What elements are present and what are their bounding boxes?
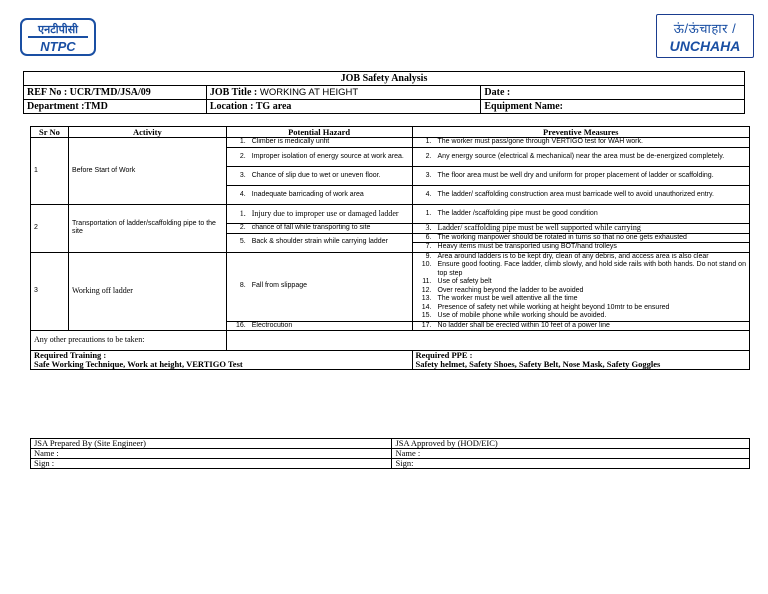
analysis-table — [30, 126, 750, 370]
required-training — [31, 351, 413, 370]
unit-label-box — [656, 14, 754, 58]
prepared-name-field: Name : — [31, 449, 392, 459]
col-sr-no: Sr No — [31, 127, 69, 138]
document-title: JOB Safety Analysis — [24, 72, 745, 86]
table-header-row — [31, 127, 750, 138]
col-potential-hazard: Potential Hazard — [226, 127, 412, 138]
hazard-item: 8. Fall from slippage — [226, 252, 412, 321]
hazard-item: 3. Chance of slip due to wet or uneven floor. — [226, 167, 412, 186]
approved-name-field: Name : — [392, 449, 750, 459]
approved-sign-field: Sign: — [392, 459, 750, 469]
required-ppe — [412, 351, 749, 370]
jsa-header-table — [23, 71, 745, 114]
row-activity: Working off ladder — [68, 252, 226, 331]
hazard-item: 2. Improper isolation of energy source at work area. — [226, 148, 412, 167]
row-sr: 2 — [31, 205, 69, 253]
ref-number: REF No : UCR/TMD/JSA/09 — [24, 86, 207, 100]
hazard-item: 1. Injury due to improper use or damaged ladder — [226, 205, 412, 224]
hazard-item: 1. Climber is medically unfit — [226, 138, 412, 148]
col-activity: Activity — [68, 127, 226, 138]
prepared-sign-field: Sign : — [31, 459, 392, 469]
required-ppe-label: Required PPE : — [415, 350, 473, 360]
measure-item: 2. Any energy source (electrical & mechanical) near the area must be de-energized completely. — [412, 148, 749, 167]
col-preventive-measures: Preventive Measures — [412, 127, 749, 138]
table-row — [31, 205, 750, 224]
measure-item: 1. The worker must pass/gone through VERTIGO test for WAH work. — [412, 138, 749, 148]
unit-line2: UNCHAHA — [669, 38, 741, 54]
unit-line1: ऊं/ऊंचाहार / — [673, 21, 737, 36]
table-row — [31, 252, 750, 321]
required-training-value: Safe Working Technique, Work at height, VERTIGO Test — [34, 359, 243, 369]
measure-item: 1. The ladder /scaffolding pipe must be good condition — [412, 205, 749, 224]
hazard-item: 16. Electrocution — [226, 321, 412, 331]
logo-ntpc-text: NTPC — [40, 39, 76, 54]
row-activity: Transportation of ladder/scaffolding pipe to the site — [68, 205, 226, 253]
date-field: Date : — [481, 86, 745, 100]
row-sr: 3 — [31, 252, 69, 331]
measure-item: 7. Heavy items must be transported using BOT/hand trolleys — [412, 243, 749, 253]
hazard-item: 5. Back & shoulder strain while carrying ladder — [226, 233, 412, 252]
measure-item: 3. Ladder/ scaffolding pipe must be well supported while carrying — [412, 224, 749, 234]
requirements-row — [31, 351, 750, 370]
job-title-cell — [206, 86, 481, 100]
table-row — [31, 138, 750, 148]
other-precautions-label: Any other precautions to be taken: — [31, 331, 227, 351]
equipment-field: Equipment Name: — [481, 100, 745, 114]
logo-hindi-text: एनटीपीसी — [38, 23, 78, 36]
row-sr: 1 — [31, 138, 69, 205]
signoff-table — [30, 438, 750, 469]
measure-item: 4. The ladder/ scaffolding construction area must barricade well to avoid unauthorized entry. — [412, 186, 749, 205]
location-field: Location : TG area — [206, 100, 481, 114]
row-activity: Before Start of Work — [68, 138, 226, 205]
job-title-label: JOB Title : — [209, 86, 258, 98]
other-precautions-row — [31, 331, 750, 351]
approved-by-label: JSA Approved by (HOD/EIC) — [392, 439, 750, 449]
measure-item: 6. The working manpower should be rotated in turns so that no one gets exhausted — [412, 233, 749, 243]
required-training-label: Required Training : — [34, 350, 107, 360]
measure-item: 17. No ladder shall be erected within 10 feet of a power line — [412, 321, 749, 331]
department-field: Department :TMD — [24, 100, 207, 114]
required-ppe-value: Safety helmet, Safety Shoes, Safety Belt, Nose Mask, Safety Goggles — [415, 359, 661, 369]
ntpc-logo — [20, 18, 96, 56]
hazard-item: 4. Inadequate barricading of work area — [226, 186, 412, 205]
prepared-by-label: JSA Prepared By (Site Engineer) — [31, 439, 392, 449]
hazard-item: 2. chance of fall while transporting to site — [226, 224, 412, 234]
job-title-value: WORKING AT HEIGHT — [257, 86, 359, 98]
other-precautions-value — [226, 331, 749, 351]
measure-list: 9. Area around ladders is to be kept dry, clean of any debris, and access area is also clear 10. Ensure good footing. Face ladder, climb slowly, and hold side rails with both hands. Do not stand on top step 11. Use of safety belt 12. Over reaching beyond the ladder to be avoided 13. The worker must be well attentive all the time 14. Presence of safety net while working at height beyond 10mtr to be ensured 15. Use of mobile phone while working should be avoided. — [412, 252, 749, 321]
measure-item: 3. The floor area must be well dry and uniform for proper placement of ladder or scaffolding. — [412, 167, 749, 186]
